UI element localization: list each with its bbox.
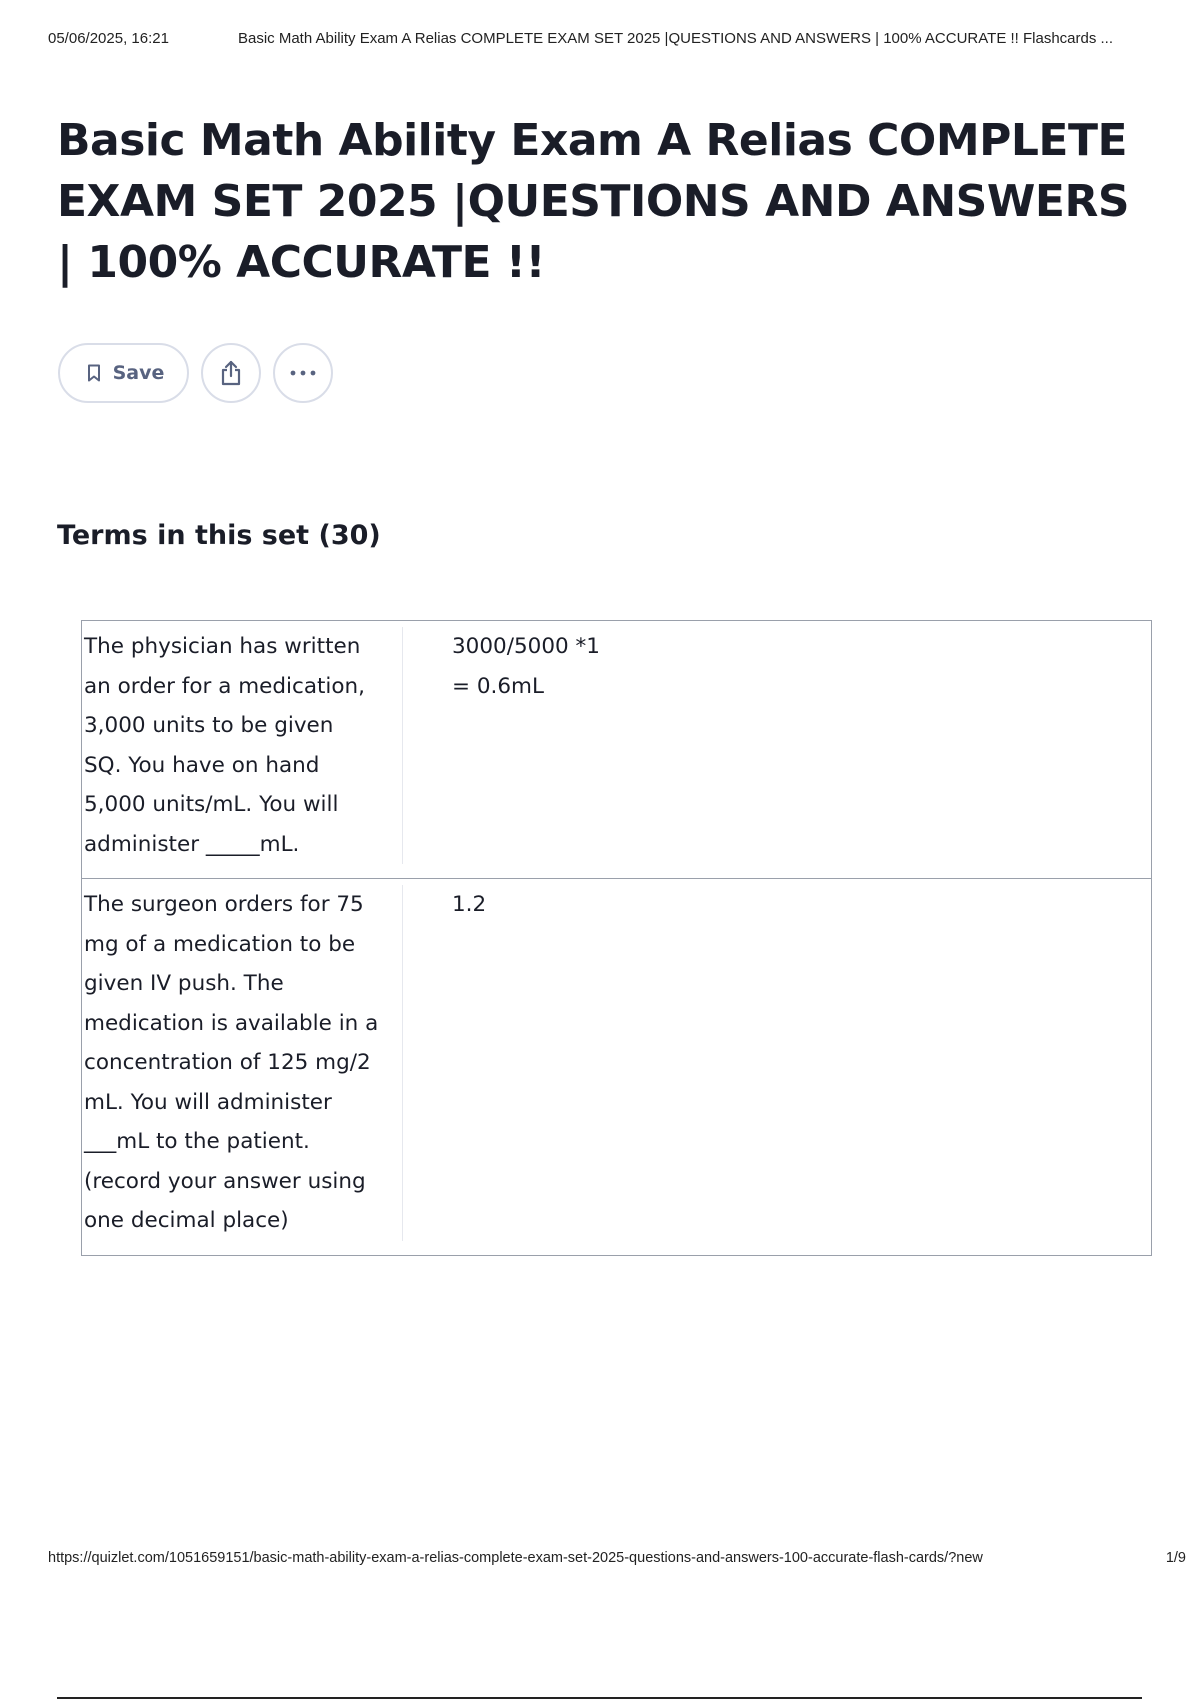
page-title: Basic Math Ability Exam A Relias COMPLETE EXAM SET 2025 |QUESTIONS AND ANSWERS | 100% ACCURATE !!: [57, 115, 1130, 288]
term-text: The surgeon orders for 75 mg of a medication to be given IV push. The medication is available in a concentration of 125 mg/2 mL. You will administer ___mL to the patient. (record your answer using one decimal place): [82, 885, 403, 1241]
term-row: [82, 879, 1151, 1255]
more-options-button[interactable]: [273, 343, 333, 403]
bookmark-icon: [87, 364, 101, 382]
bottom-divider: [57, 1697, 1142, 1699]
share-icon: [218, 359, 244, 387]
save-button-label: Save: [112, 362, 165, 384]
definition-text: 3000/5000 *1 = 0.6mL: [452, 634, 600, 699]
set-actions-toolbar: [58, 343, 333, 403]
share-button[interactable]: [201, 343, 261, 403]
save-button[interactable]: [58, 343, 189, 403]
term-text: The physician has written an order for a medication, 3,000 units to be given SQ. You have on hand 5,000 units/mL. You will administer _____mL.: [82, 627, 403, 864]
definition-text: 1.2: [452, 892, 487, 917]
page-url: https://quizlet.com/1051659151/basic-math-ability-exam-a-relias-complete-exam-set-2025-questions-and-answers-100-accurate-flash-cards/?new: [48, 1550, 983, 1566]
print-datetime: 05/06/2025, 16:21: [48, 30, 169, 47]
print-document-title: Basic Math Ability Exam A Relias COMPLETE EXAM SET 2025 |QUESTIONS AND ANSWERS | 100% ACCURATE !! Flashcards ...: [238, 30, 1114, 47]
page-number: 1/9: [1165, 1550, 1186, 1566]
more-options-icon: [290, 370, 316, 376]
term-row: [82, 621, 1151, 879]
terms-table: [81, 620, 1152, 1256]
terms-heading: Terms in this set (30): [57, 520, 381, 551]
